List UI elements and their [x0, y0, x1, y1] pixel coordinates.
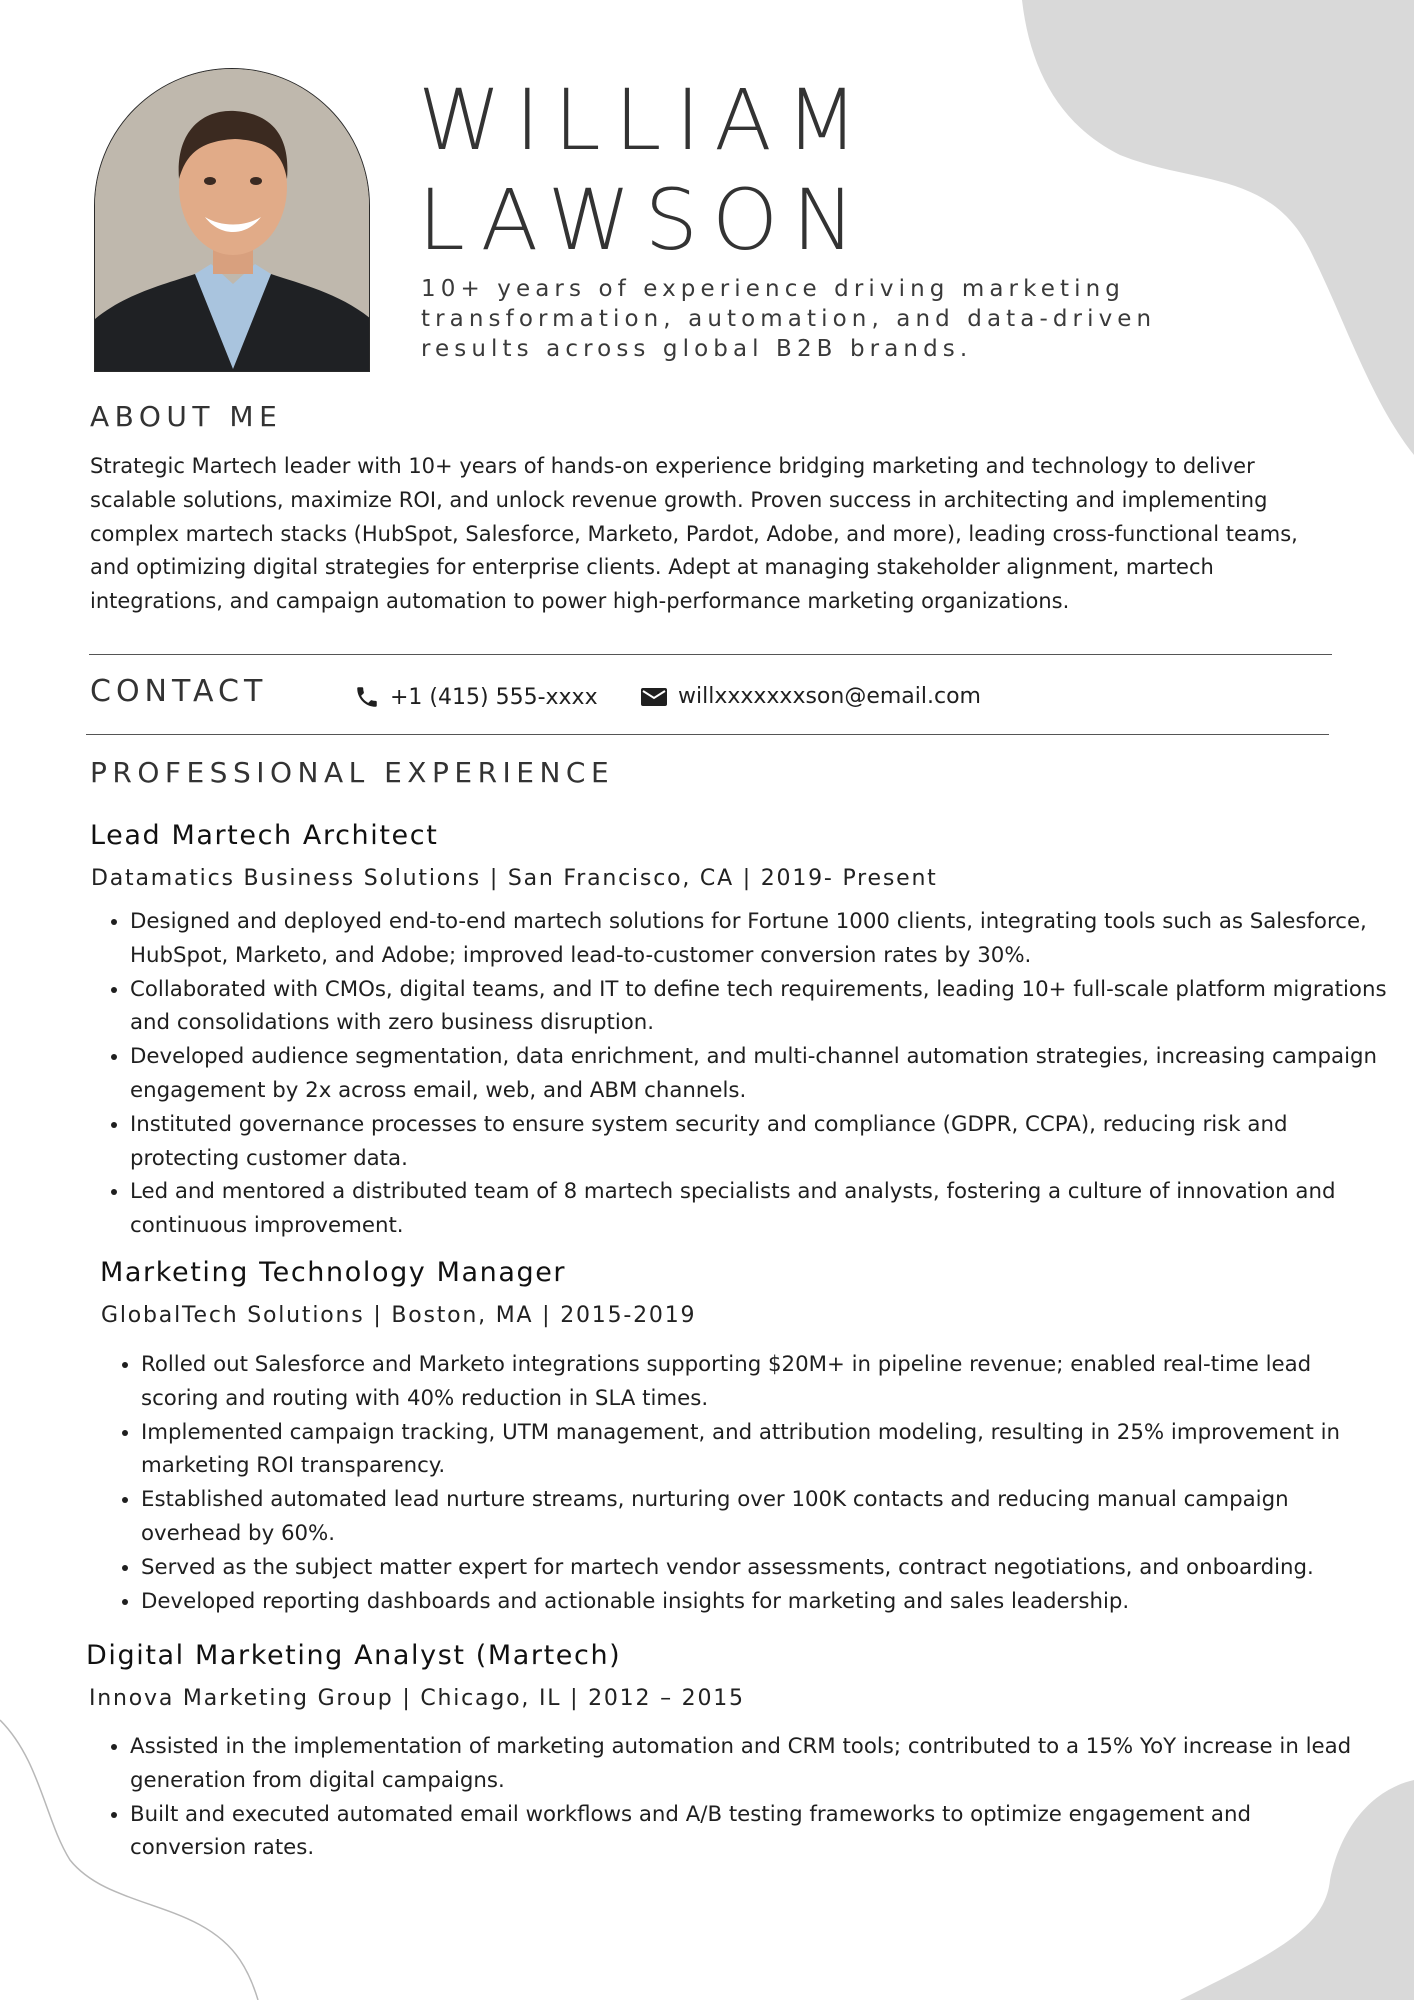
candidate-name	[418, 70, 872, 270]
list-item: • Implemented campaign tracking, UTM management, and attribution modeling, resulting in 25% improvement in marketing ROI transparency.	[141, 1416, 1391, 1484]
email-icon	[640, 686, 668, 708]
list-item: • Collaborated with CMOs, digital teams, and IT to define tech requirements, leading 10+ full-scale platform migrations and consolidations with zero business disruption.	[130, 973, 1390, 1041]
job-meta-1: Datamatics Business Solutions | San Francisco, CA | 2019- Present	[91, 866, 938, 891]
about-title: ABOUT ME	[90, 400, 283, 433]
phone-text: +1 (415) 555-xxxx	[390, 684, 598, 710]
job-title-3: Digital Marketing Analyst (Martech)	[86, 1640, 622, 1671]
contact-title: CONTACT	[90, 674, 268, 709]
contact-email[interactable]	[640, 684, 981, 709]
divider-bottom	[86, 734, 1329, 735]
job-title-2: Marketing Technology Manager	[100, 1257, 567, 1288]
list-item: • Established automated lead nurture streams, nurturing over 100K contacts and reducing manual campaign overhead by 60%.	[141, 1483, 1391, 1551]
email-text: willxxxxxxxson@email.com	[678, 684, 981, 709]
list-item: • Instituted governance processes to ensure system security and compliance (GDPR, CCPA), reducing risk and protecting customer data.	[130, 1108, 1390, 1176]
job-title-1: Lead Martech Architect	[90, 820, 439, 851]
list-item: • Developed reporting dashboards and actionable insights for marketing and sales leadership.	[141, 1585, 1391, 1619]
last-name: LAWSON	[418, 171, 869, 269]
list-item: • Assisted in the implementation of marketing automation and CRM tools; contributed to a 15% YoY increase in lead generation from digital campaigns.	[130, 1730, 1370, 1798]
contact-phone[interactable]	[354, 684, 598, 710]
profile-photo	[94, 68, 370, 372]
list-item: • Served as the subject matter expert for martech vendor assessments, contract negotiations, and onboarding.	[141, 1551, 1391, 1585]
list-item: • Built and executed automated email workflows and A/B testing frameworks to optimize engagement and conversion rates.	[130, 1798, 1370, 1866]
job-bullets-2	[101, 1348, 1391, 1618]
tagline: 10+ years of experience driving marketing transformation, automation, and data-driven results across global B2B brands.	[421, 276, 1157, 362]
first-name: WILLIAM	[418, 71, 873, 169]
portrait-illustration	[95, 69, 370, 372]
experience-title: PROFESSIONAL EXPERIENCE	[90, 756, 615, 789]
list-item: • Developed audience segmentation, data enrichment, and multi-channel automation strategies, increasing campaign engagement by 2x across email, web, and ABM channels.	[130, 1040, 1390, 1108]
list-item: • Rolled out Salesforce and Marketo integrations supporting $20M+ in pipeline revenue; enabled real-time lead scoring and routing with 40% reduction in SLA times.	[141, 1348, 1391, 1416]
job-meta-3: Innova Marketing Group | Chicago, IL | 2012 – 2015	[89, 1686, 745, 1711]
job-meta-2: GlobalTech Solutions | Boston, MA | 2015-2019	[101, 1303, 697, 1328]
top-right-blob	[1022, 0, 1414, 455]
list-item: • Designed and deployed end-to-end martech solutions for Fortune 1000 clients, integrating tools such as Salesforce, HubSpot, Marketo, and Adobe; improved lead-to-customer conversion rates by 30%.	[130, 905, 1390, 973]
divider-top	[89, 654, 1332, 655]
job-bullets-3	[90, 1730, 1370, 1865]
about-text: Strategic Martech leader with 10+ years of hands-on experience bridging marketing and technology to deliver scalable solutions, maximize ROI, and unlock revenue growth. Proven success in architecting and implementing complex martech stacks (HubSpot, Salesforce, Marketo, Pardot, Adobe, and more), leading cross-functional teams, and optimizing digital strategies for enterprise clients. Adept at managing stakeholder alignment, martech integrations, and campaign automation to power high-performance marketing organizations.	[90, 454, 1298, 614]
list-item: • Led and mentored a distributed team of 8 martech specialists and analysts, fostering a culture of innovation and continuous improvement.	[130, 1175, 1390, 1243]
phone-icon	[354, 684, 380, 710]
job-bullets-1	[90, 905, 1390, 1243]
